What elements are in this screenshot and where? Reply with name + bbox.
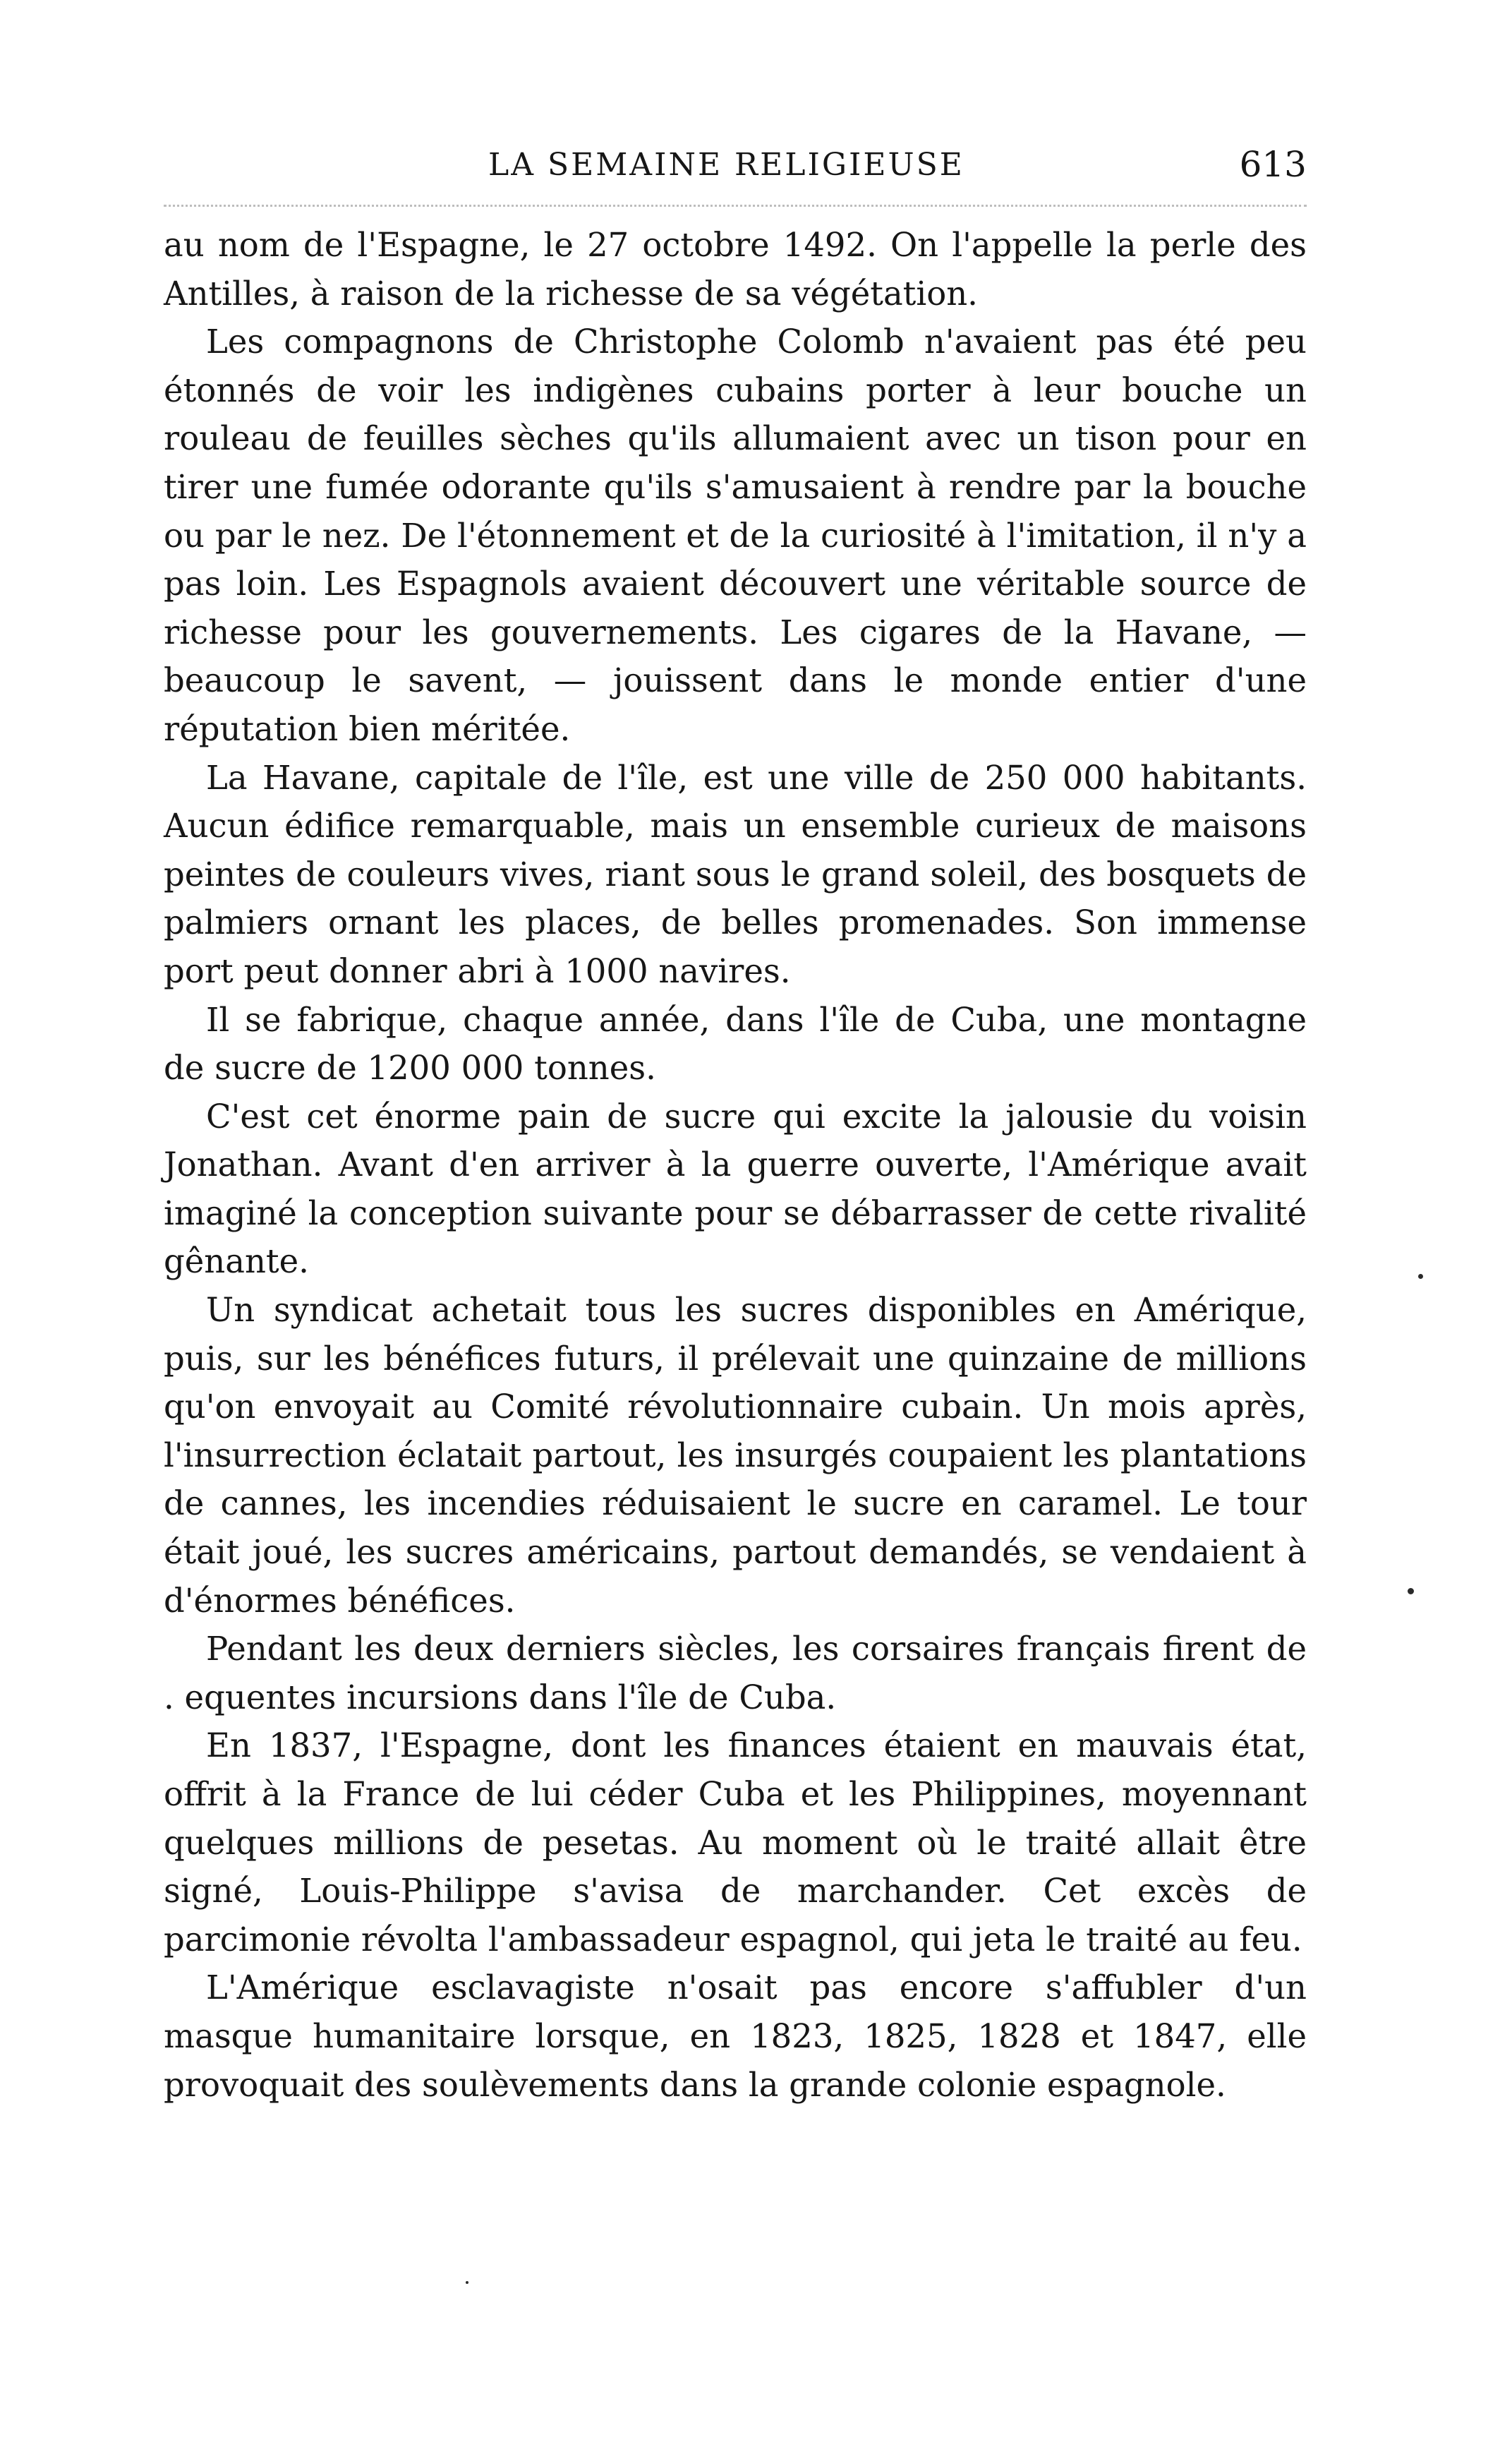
print-speck: [1418, 1274, 1423, 1279]
paragraph: Les compagnons de Christophe Colomb n'avaient pas été peu étonnés de voir les indigènes cubains porter à leur bouche un rouleau de feuilles sèches qu'ils allumaient avec un tison pour en tirer une fumée odorante qu'ils s'amusaient à rendre par la bouche ou par le nez. De l'étonnement et de la curiosité à l'imitation, il n'y a pas loin. Les Espagnols avaient découvert une véritable source de richesse pour les gouvernements. Les cigares de la Havane, — beaucoup le savent, — jouissent dans le monde entier d'une réputation bien méritée.: [164, 323, 1307, 748]
paragraph: C'est cet énorme pain de sucre qui excite la jalousie du voisin Jonathan. Avant d'en arriver à la guerre ouverte, l'Amérique avait imaginé la conception suivante pour se débarrasser de cette rivalité gênante.: [164, 1097, 1307, 1281]
paragraph: au nom de l'Espagne, le 27 octobre 1492. On l'appelle la perle des Antilles, à raison de la richesse de sa végétation.: [164, 226, 1307, 313]
paragraph: La Havane, capitale de l'île, est une ville de 250 000 habitants. Aucun édifice remarquable, mais un ensemble curieux de maisons peintes de couleurs vives, riant sous le grand soleil, des bosquets de palmiers ornant les places, de belles promenades. Son immense port peut donner abri à 1000 navires.: [164, 758, 1307, 990]
print-speck: [466, 2281, 468, 2284]
paragraph: Il se fabrique, chaque année, dans l'île de Cuba, une montagne de sucre de 1200 000 tonnes.: [164, 1000, 1307, 1088]
book-page: [164, 134, 1307, 2109]
paragraph: Un syndicat achetait tous les sucres disponibles en Amérique, puis, sur les bénéfices futurs, il prélevait une quinzaine de millions qu'on envoyait au Comité révolutionnaire cubain. Un mois après, l'insurrection éclatait partout, les insurgés coupaient les plantations de cannes, les incendies réduisaient le sucre en caramel. Le tour était joué, les sucres américains, partout demandés, se vendaient à d'énormes bénéfices.: [164, 1291, 1307, 1620]
print-speck: [1408, 1588, 1414, 1594]
running-title: LA SEMAINE RELIGIEUSE: [488, 147, 964, 183]
paragraph: Pendant les deux derniers siècles, les corsaires français firent de . equentes incursions dans l'île de Cuba.: [164, 1630, 1307, 1716]
page-number: 613: [1239, 144, 1307, 185]
running-head: [164, 134, 1307, 207]
body-text: [164, 221, 1307, 2109]
paragraph: En 1837, l'Espagne, dont les finances étaient en mauvais état, offrit à la France de lui céder Cuba et les Philippines, moyennant quelques millions de pesetas. Au moment où le traité allait être signé, Louis-Philippe s'avisa de marchander. Cet excès de parcimonie révolta l'ambassadeur espagnol, qui jeta le traité au feu.: [164, 1726, 1307, 1959]
paragraph: L'Amérique esclavagiste n'osait pas encore s'affubler d'un masque humanitaire lorsque, en 1823, 1825, 1828 et 1847, elle provoquait des soulèvements dans la grande colonie espagnole.: [164, 1968, 1307, 2104]
